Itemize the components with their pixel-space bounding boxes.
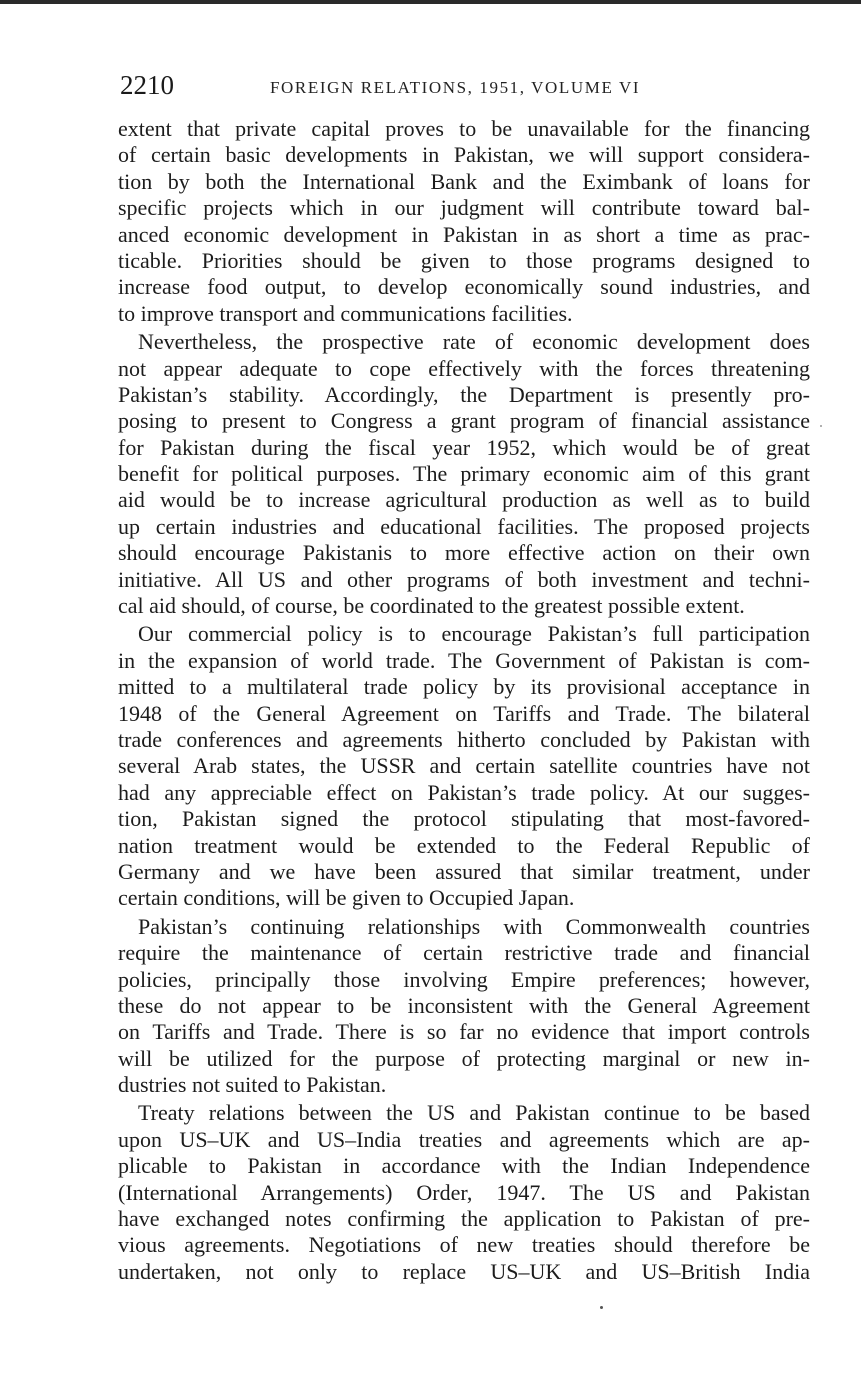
text-line: policies, principally those involving Empire preferences; however, xyxy=(118,966,810,992)
text-line: should encourage Pakistanis to more effective action on their own xyxy=(118,540,810,566)
paragraph-4 xyxy=(118,914,810,1099)
paragraph-2 xyxy=(118,329,810,619)
text-line: these do not appear to be inconsistent with the General Agreement xyxy=(118,992,810,1018)
text-line: posing to present to Congress a grant program of financial assistance xyxy=(118,408,810,434)
text-line: increase food output, to develop economically sound industries, and xyxy=(118,274,810,300)
text-line: of certain basic developments in Pakistan, we will support considera- xyxy=(118,142,810,168)
text-line: anced economic development in Pakistan in as short a time as prac- xyxy=(118,221,810,247)
text-line: for Pakistan during the fiscal year 1952, which would be of great xyxy=(118,434,810,460)
text-line: upon US–UK and US–India treaties and agreements which are ap- xyxy=(118,1126,810,1152)
text-line: specific projects which in our judgment will contribute toward bal- xyxy=(118,195,810,221)
text-line: (International Arrangements) Order, 1947. The US and Pakistan xyxy=(118,1179,810,1205)
text-line: dustries not suited to Pakistan. xyxy=(118,1072,387,1098)
text-line: on Tariffs and Trade. There is so far no evidence that import controls xyxy=(118,1019,810,1045)
text-line: undertaken, not only to replace US–UK and US–British India xyxy=(118,1258,810,1284)
running-head: FOREIGN RELATIONS, 1951, VOLUME VI xyxy=(270,78,641,97)
text-line: in the expansion of world trade. The Government of Pakistan is com- xyxy=(118,647,810,673)
text-line: nation treatment would be extended to the Federal Republic of xyxy=(118,832,810,858)
paragraph-3 xyxy=(118,621,810,911)
page-top-edge xyxy=(0,0,861,4)
text-line: will be utilized for the purpose of protecting marginal or new in- xyxy=(118,1045,810,1071)
text-line: Pakistan’s continuing relationships with Commonwealth countries xyxy=(138,913,810,939)
text-line: require the maintenance of certain restrictive trade and financial xyxy=(118,940,810,966)
text-line: ticable. Priorities should be given to those programs designed to xyxy=(118,247,810,273)
text-line: 1948 of the General Agreement on Tariffs and Trade. The bilateral xyxy=(118,700,810,726)
text-line: had any appreciable effect on Pakistan’s trade policy. At our sugges- xyxy=(118,779,810,805)
text-line: Our commercial policy is to encourage Pakistan’s full participation xyxy=(138,621,810,647)
text-line: mitted to a multilateral trade policy by its provisional acceptance in xyxy=(118,674,810,700)
text-line: benefit for political purposes. The primary economic aim of this grant xyxy=(118,461,810,487)
text-line: tion by both the International Bank and the Eximbank of loans for xyxy=(118,168,810,194)
text-line: initiative. All US and other programs of both investment and techni- xyxy=(118,566,810,592)
text-line: Pakistan’s stability. Accordingly, the Department is presently pro- xyxy=(118,381,810,407)
text-line: vious agreements. Negotiations of new treaties should therefore be xyxy=(118,1232,810,1258)
text-line: certain conditions, will be given to Occupied Japan. xyxy=(118,885,575,911)
scan-speck xyxy=(600,1306,603,1309)
text-line: trade conferences and agreements hitherto concluded by Pakistan with xyxy=(118,726,810,752)
text-line: have exchanged notes confirming the application to Pakistan of pre- xyxy=(118,1206,810,1232)
page-header xyxy=(120,68,810,104)
paragraph-1 xyxy=(118,116,810,327)
text-line: Germany and we have been assured that similar treatment, under xyxy=(118,858,810,884)
paragraph-5 xyxy=(118,1100,810,1285)
text-line: aid would be to increase agricultural production as well as to build xyxy=(118,487,810,513)
page-number: 2210 xyxy=(120,70,174,100)
text-line: extent that private capital proves to be unavailable for the financing xyxy=(118,116,810,141)
text-line: cal aid should, of course, be coordinated to the greatest possible extent. xyxy=(118,593,745,619)
text-line: several Arab states, the USSR and certain satellite countries have not xyxy=(118,753,810,779)
text-line: tion, Pakistan signed the protocol stipulating that most-favored- xyxy=(118,806,810,832)
body-text xyxy=(118,116,810,1285)
text-line: up certain industries and educational facilities. The proposed projects xyxy=(118,513,810,539)
text-line: plicable to Pakistan in accordance with the Indian Independence xyxy=(118,1153,810,1179)
text-line: not appear adequate to cope effectively with the forces threatening xyxy=(118,355,810,381)
scan-speck xyxy=(820,425,822,427)
text-line: to improve transport and communications facilities. xyxy=(118,300,573,326)
text-line: Treaty relations between the US and Pakistan continue to be based xyxy=(138,1100,810,1126)
text-line: Nevertheless, the prospective rate of economic development does xyxy=(138,329,810,355)
